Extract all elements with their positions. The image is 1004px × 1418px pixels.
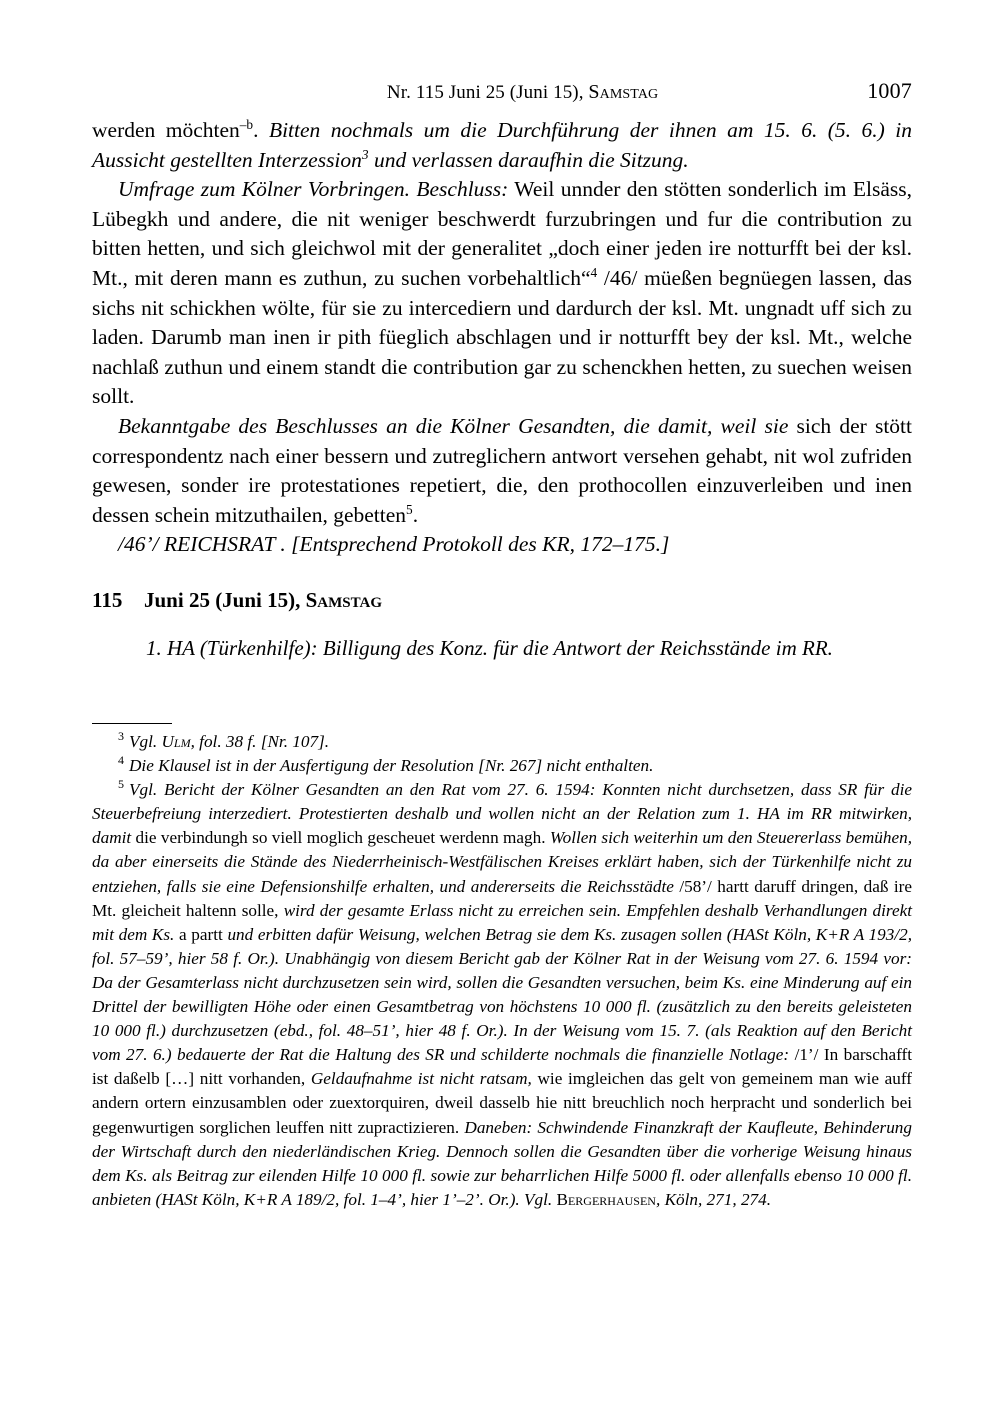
section-title [144,586,912,614]
paragraph-umfrage: Umfrage zum Kölner Vorbringen. Beschluss: Weil unnder den stötten sonderlich im Elsäss, Lübegkh und andere, die nit weniger beschwerdt furzubringen und fur die contribution zu bitten hetten, und sich gleichwol mit der generalitet „doch einer jeden ire notturfft bei der ksl. Mt., mit deren mann es zuthun, zu suchen vorbehaltlich“$^4$ /46/ müeßen begnüegen lassen, das sichs nit schickhen wölte, für sie zu intercediern und dardurch der ksl. Mt. ungnadt uff sich zu laden. Darumb man inen ir pith füeglich abschlagen und ir notturfft bey der ksl. Mt., welche nachlaß zuthun und einem standt die contribution gar zu schenckhen hetten, zu suechen weisen sollt. [92,177,912,409]
footnote-item [92,754,912,778]
running-header-title [92,81,867,104]
footnote-text: Vgl. Ulm, fol. 38 f. [Nr. 107]. [129,732,330,751]
section-title-weekday: Samstag [305,588,383,612]
page-number: 1007 [867,78,912,103]
running-header-title-weekday: Samstag [588,81,659,103]
footnote-marker: 3 [118,729,125,744]
running-header-title-prefix: Nr. 115 Juni 25 (Juni 15), [386,82,589,103]
footnote-item [92,730,912,754]
running-header [92,78,912,106]
footnote-text: Die Klausel ist in der Ausfertigung der Resolution [Nr. 267] nicht enthalten. [129,756,654,776]
footnote-marker: 4 [118,753,125,768]
paragraph-bekanntgabe: Bekanntgabe des Beschlusses an die Kölner Gesandten, die damit, weil sie sich der stött correspondentz nach einer bessern und zutreglichern antwort versehen gehabt, nit wol zufriden gewesen, sonder ire protestationes repetiert, die, den prothocollen einzuverleiben und inen dessen schein mitzuthailen, gebetten$^5$. [92,413,913,527]
footnote-separator-rule [92,723,172,724]
section-title-prefix: Juni 25 (Juni 15), [144,588,306,612]
section-heading [92,586,912,614]
paragraph-continuation: werden möchten$^{-b}$. Bitten nochmals um die Durchführung der ihnen am 15. 6. (5. 6.) in Aussicht gestellten Interzession$^3$ und verlassen daraufhin die Sitzung. [92,116,912,172]
footnote-item [92,778,912,1212]
section-regest: 1. HA (Türkenhilfe): Billigung des Konz. für die Antwort der Reichsstände im RR. [146,636,833,660]
section-number: 115 [92,588,123,612]
footnote-list [92,730,912,1212]
footnote-marker: 5 [118,777,125,792]
body-text [92,116,912,560]
paragraph-reichsrat: /46’/ REICHSRAT . [Entsprechend Protokoll des KR, 172–175.] [118,532,670,557]
footnote-text: Vgl. Bericht der Kölner Gesandten an den Rat vom 27. 6. 1594: Konnten nicht durchsetzen, dass SR für die Steuerbefreiung interzediert. Protestierten deshalb und wollen nicht an der Relation zum 1. HA im RR mitwirken, damit die verbindungh so viell moglich gescheuet werdenn magh. Wollen sich weiterhin um den Steuererlass bemühen, da aber einerseits die Stände des Niederrheinisch-Westfälischen Kreises erklärt haben, sich der Türkenhilfe nicht zu entziehen, falls sie eine Defensionshilfe erhalten, und andererseits die Reichsstädte /58’/ hartt daruff dringen, daß ire Mt. gleicheit haltenn solle, wird der gesamte Erlass nicht zu erreichen sein. Empfehlen deshalb Verhandlungen direkt mit dem Ks. a partt und erbitten dafür Weisung, welchen Betrag sie dem Ks. zusagen sollen (HASt Köln, K+R A 193/2, fol. 57–59’, hier 58 f. Or.). Unabhängig von diesem Bericht gab der Kölner Rat in der Weisung vom 27. 6. 1594 vor: Da der Gesamterlass nicht durchzusetzen sein wird, sollen die Gesandten versuchen, beim Ks. eine Minderung auf ein Drittel der bewilligten Höhe oder einen Gesamtbetrag von höchstens 10 000 fl. (zusätzlich zu den bereits geleisteten 10 000 fl.) durchzusetzen (ebd., fol. 48–51’, hier 48 f. Or.). In der Weisung vom 15. 7. (als Reaktion auf den Bericht vom 27. 6.) bedauerte der Rat die Haltung des SR und schilderte nochmals die finanzielle Notlage: /1’/ In barschafft ist daßelb […] nitt vorhanden, Geldaufnahme ist nicht ratsam, wie imgleichen das gelt von gemeinem man wie auff andern ortern einzusamblen oder zuextorquiren, dweil dasselb hie nitt breuchlich noch herpracht und sonderlich bei gegenwurtigen sorglichen leuffen nitt zupractizieren. Daneben: Schwindende Finanzkraft der Kaufleute, Behinderung der Wirtschaft durch den niederländischen Krieg. Dennoch sollen die Gesandten über die vorherige Weisung hinaus dem Ks. als Beitrag zur eilenden Hilfe 10 000 fl. sowie zur beharrlichen Hilfe 5000 fl. oder allenfalls ebenso 10 000 fl. anbieten (HASt Köln, K+R A 189/2, fol. 1–4’, hier 1’–2’. Or.). Vgl. Bergerhausen, Köln, 271, 274. [92,780,913,1209]
